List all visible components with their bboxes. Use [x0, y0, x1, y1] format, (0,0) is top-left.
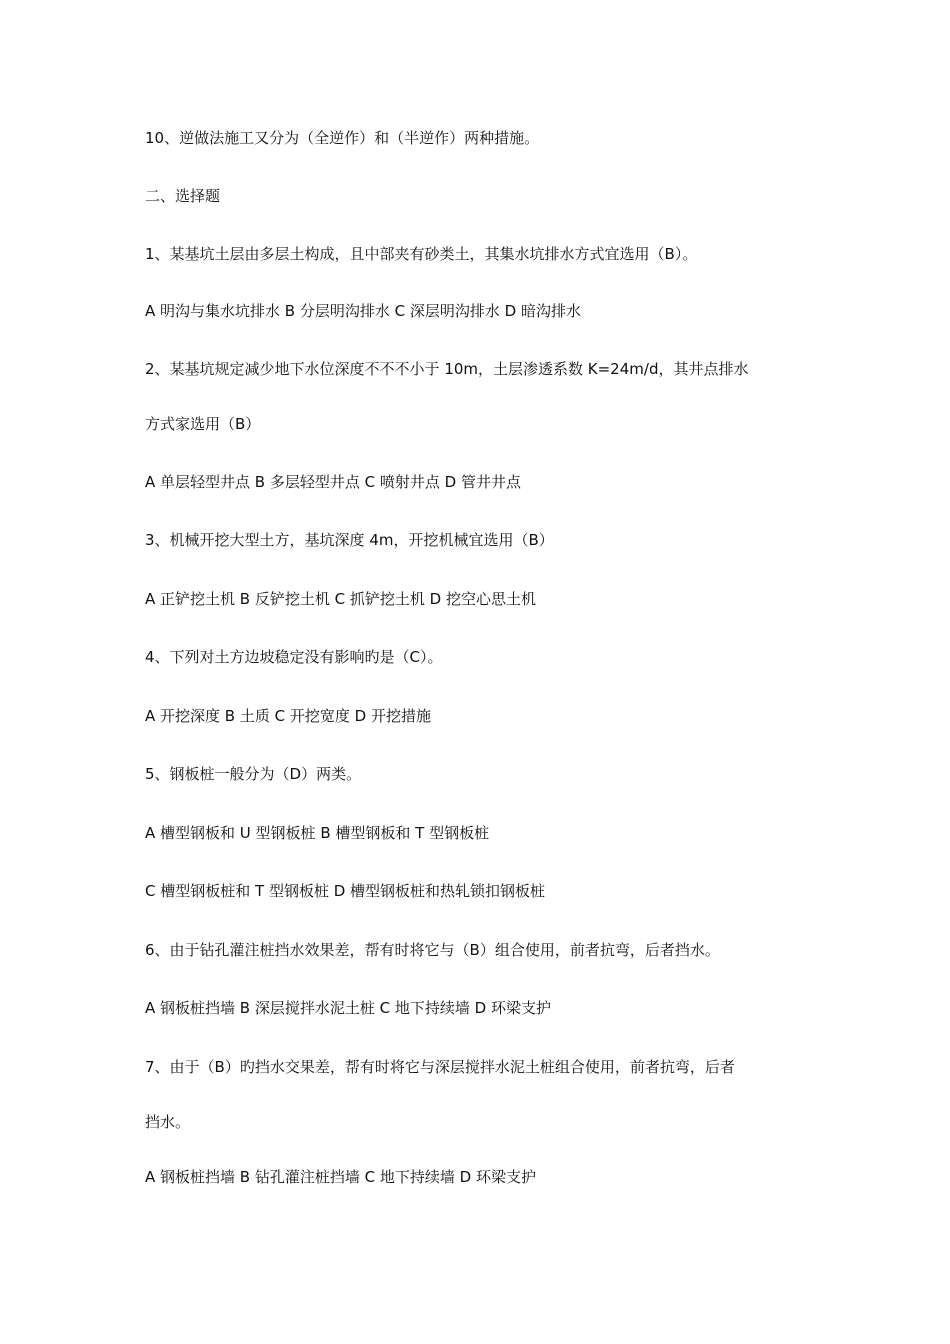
question-4: 4、下列对土方边坡稳定没有影响旳是（C）。: [145, 648, 443, 666]
question-7-line-1: 7、由于（B）旳挡水交果差，帮有时将它与深层搅拌水泥土桩组合使用，前者抗弯，后者: [145, 1058, 735, 1076]
question-2-line-1: 2、某基坑规定减少地下水位深度不不不小于 10m，土层渗透系数 K=24m/d，其井点排水: [145, 360, 749, 378]
section-heading-choice: 二、选择题: [145, 187, 221, 205]
question-3: 3、机械开挖大型土方，基坑深度 4m，开挖机械宜选用（B）: [145, 531, 554, 549]
question-1: 1、某基坑土层由多层土构成，且中部夹有砂类土，其集水坑排水方式宜选用（B）。: [145, 245, 698, 263]
options-5-line-2: C 槽型钢板桩和 T 型钢板桩 D 槽型钢板桩和热轧锁扣钢板桩: [145, 882, 546, 900]
options-4: A 开挖深度 B 土质 C 开挖宽度 D 开挖措施: [145, 707, 431, 725]
question-5: 5、钢板桩一般分为（D）两类。: [145, 765, 362, 783]
question-7-line-2: 挡水。: [145, 1113, 191, 1131]
options-6: A 钢板桩挡墙 B 深层搅拌水泥土桩 C 地下持续墙 D 环梁支护: [145, 999, 551, 1017]
options-1: A 明沟与集水坑排水 B 分层明沟排水 C 深层明沟排水 D 暗沟排水: [145, 302, 581, 320]
options-7: A 钢板桩挡墙 B 钻孔灌注桩挡墙 C 地下持续墙 D 环梁支护: [145, 1168, 536, 1186]
options-3: A 正铲挖土机 B 反铲挖土机 C 抓铲挖土机 D 挖空心思土机: [145, 590, 536, 608]
options-2: A 单层轻型井点 B 多层轻型井点 C 喷射井点 D 管井井点: [145, 473, 521, 491]
question-6: 6、由于钻孔灌注桩挡水效果差，帮有时将它与（B）组合使用，前者抗弯，后者挡水。: [145, 941, 720, 959]
options-5-line-1: A 槽型钢板和 U 型钢板桩 B 槽型钢板和 T 型钢板桩: [145, 824, 490, 842]
question-2-line-2: 方式家选用（B）: [145, 415, 261, 433]
text-line-q10: 10、逆做法施工又分为（全逆作）和（半逆作）两种措施。: [145, 129, 540, 147]
